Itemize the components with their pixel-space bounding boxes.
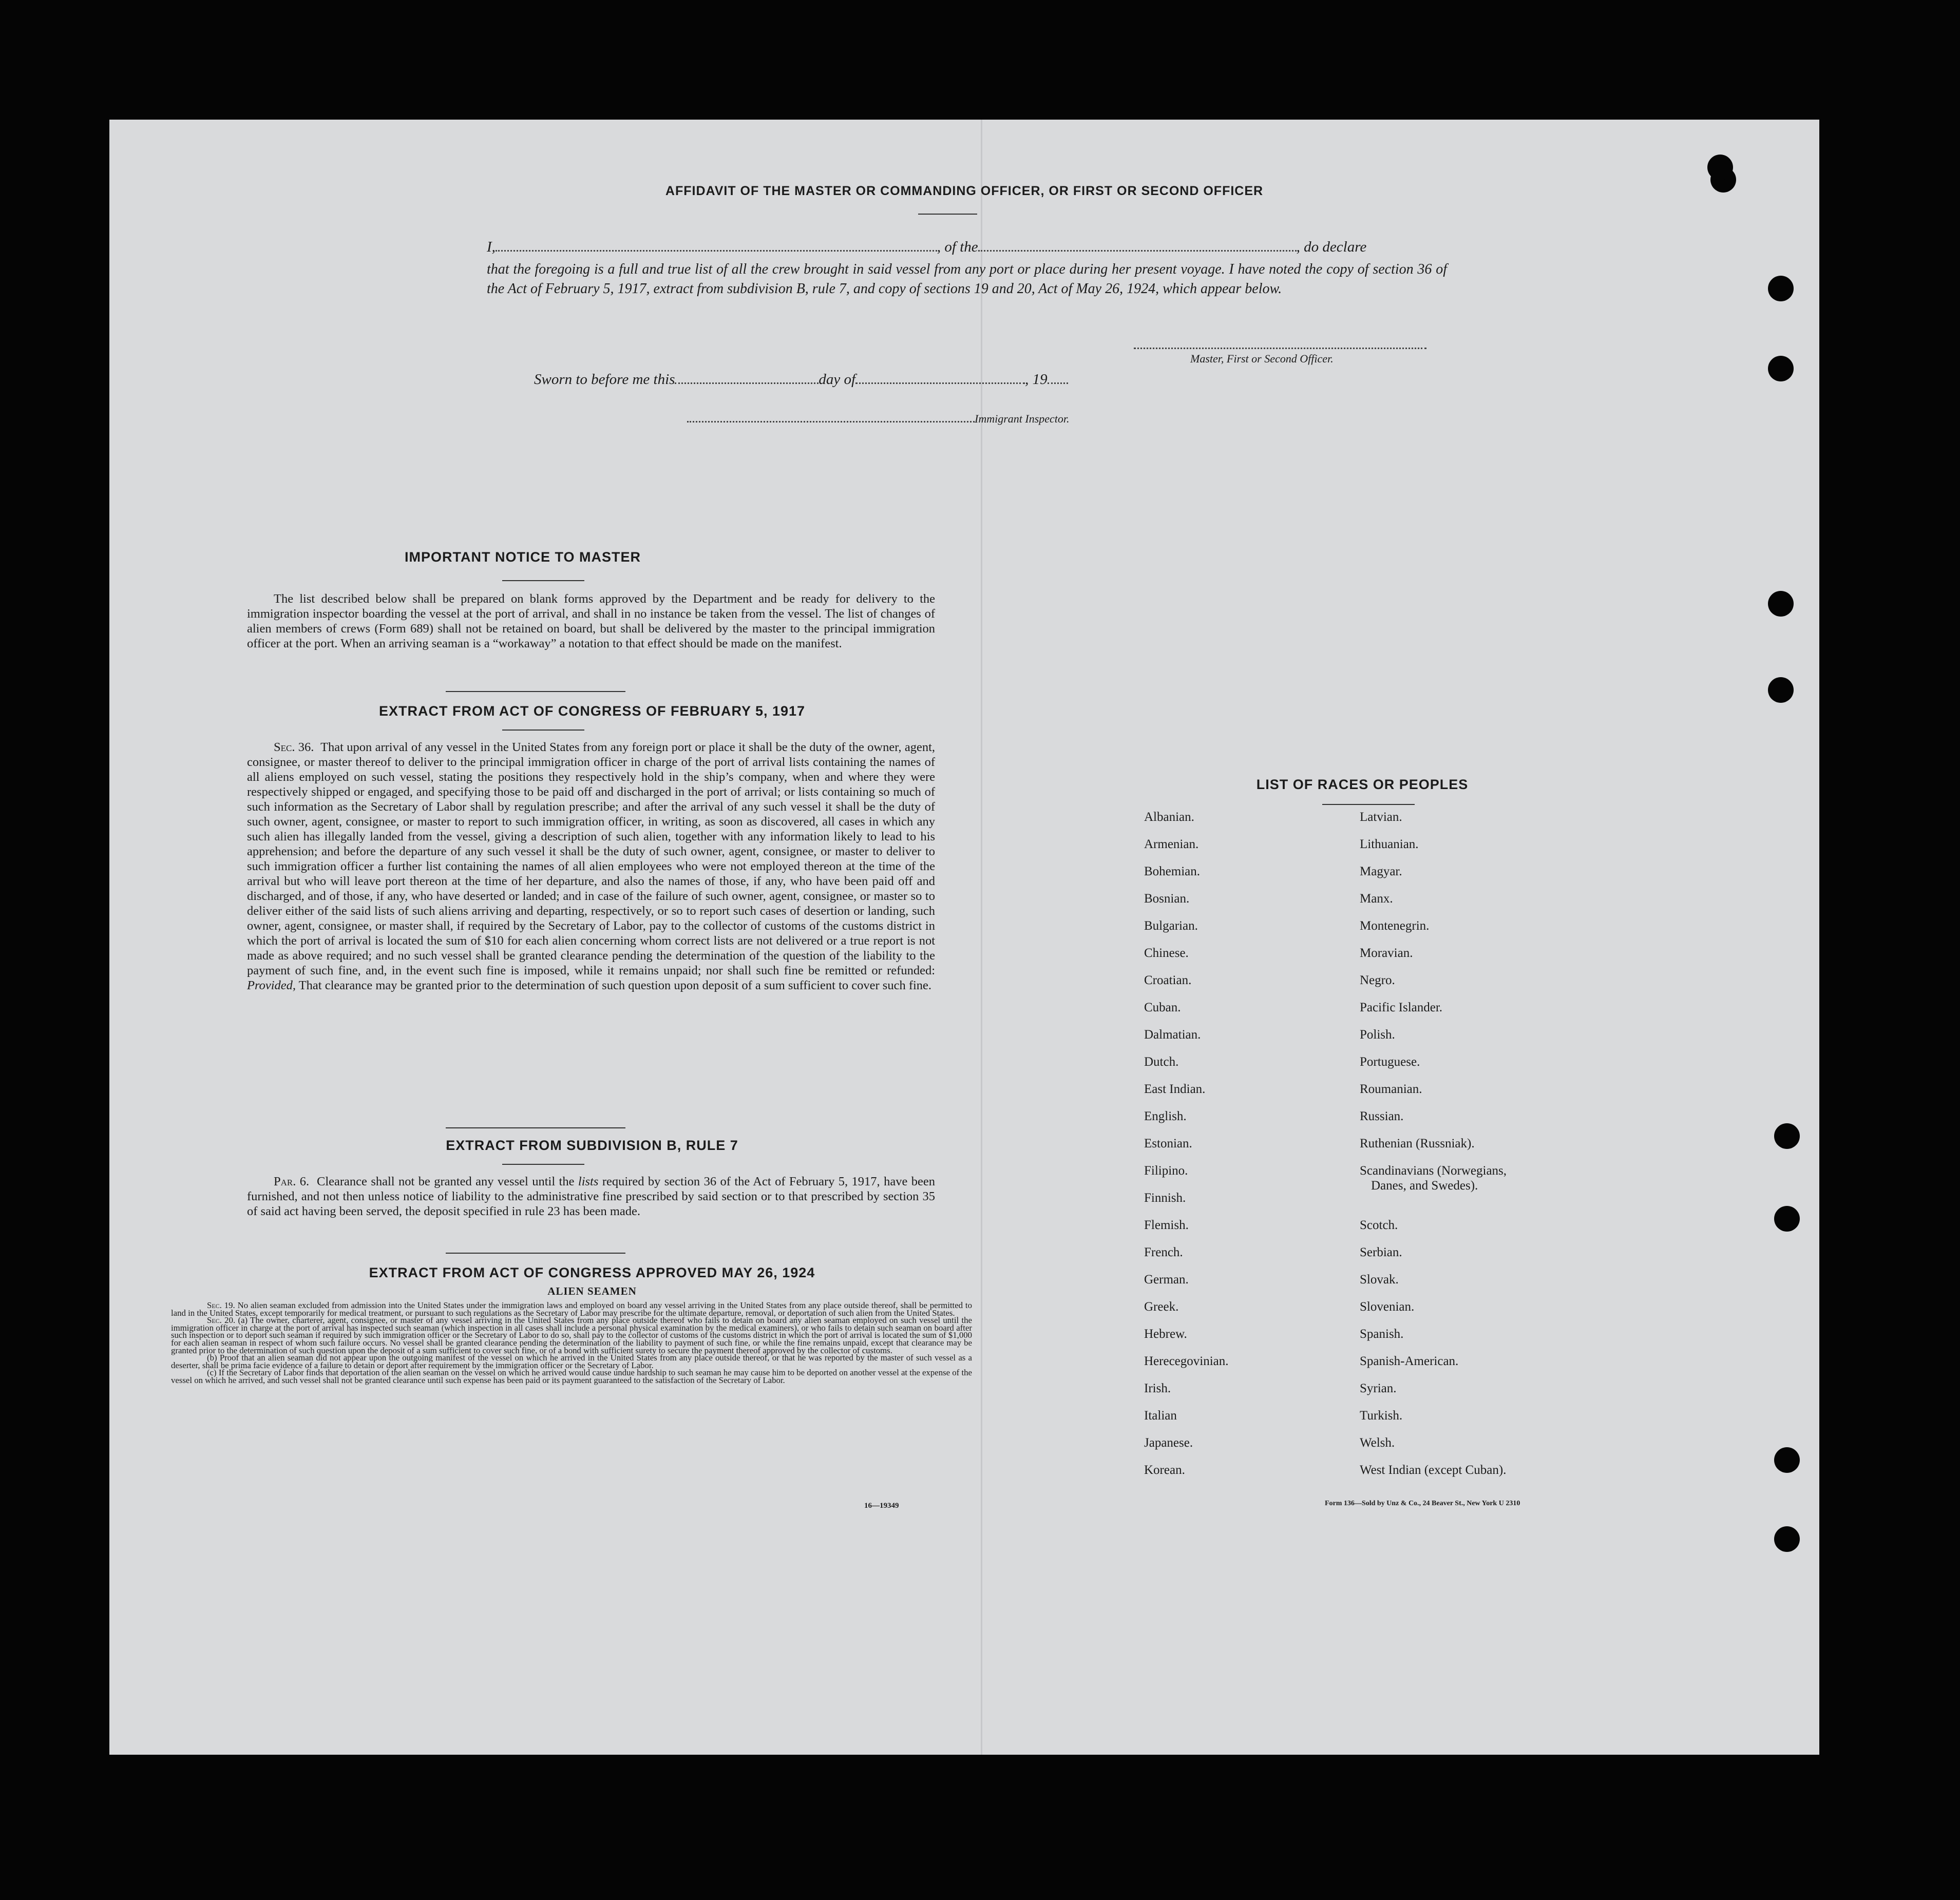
race-item: English. (1144, 1109, 1187, 1123)
race-item: Russian. (1360, 1109, 1404, 1123)
rule7-text-a: Clearance shall not be granted any vessel until the (316, 1175, 575, 1188)
binder-hole (1707, 155, 1733, 180)
race-item: Bulgarian. (1144, 919, 1198, 933)
sworn-line (534, 371, 1068, 388)
race-item: Slovenian. (1360, 1300, 1415, 1314)
race-item: Hebrew. (1144, 1327, 1187, 1341)
race-item: Scandinavians (Norwegians, (1360, 1164, 1507, 1178)
race-item: Scotch. (1360, 1218, 1398, 1232)
affidavit-declaration-line (487, 239, 1555, 256)
race-item: Herecegovinian. (1144, 1354, 1229, 1368)
race-item: Armenian. (1144, 837, 1199, 851)
race-item: West Indian (except Cuban). (1360, 1463, 1507, 1477)
race-item: Syrian. (1360, 1381, 1397, 1395)
race-item: Portuguese. (1360, 1055, 1420, 1069)
print-code: 16—19349 (864, 1502, 899, 1510)
race-item: Spanish-American. (1360, 1354, 1459, 1368)
section-36-body: That upon arrival of any vessel in the United States from any foreign port or place it shall be the duty of the owner, agent, consignee, or master thereof to deliver to the principal immigration officer in charge of the port of arrival lists containing the names of all aliens employed on such vessel, stating the positions they respectively hold in the ship’s company, when and where they were respectively shipped or engaged, and specifying those to be paid off and discharged in the port of arrival; or lists containing so much of such information as the Secretary of Labor shall by regulation prescribe; and after the arrival of any such vessel it shall be the duty of such owner, agent, consignee, or master to report to such immigration officer, in writing, as soon as discovered, all cases in which any such alien has illegally landed from the vessel, giving a description of such alien, together with any information likely to lead to his apprehension; and before the departure of any such vessel it shall be the duty of such owner, agent, consignee, or master to deliver to such immigration officer a further list containing the names of all alien employees who were not employed thereon at the time of the arrival but who will leave port thereon at the time of her departure, and also the names of those, if any, who have been paid off and discharged, and of those, if any, who have deserted or landed; and in case of the failure of such owner, agent, consignee, or master so to deliver either of the said lists of such aliens arriving and departing, respectively, or so to report such cases of desertion or landing, such owner, agent, consignee, or master shall, if required by the Secretary of Labor, pay to the collector of customs of the customs district in which the port of arrival is located the sum of $10 for each alien concerning whom correct lists are not delivered or a true report is not made as above required; and no such vessel shall be granted clearance pending the determination of the question of the liability to the payment of such fine, and, in the event such fine is imposed, while it remains unpaid; nor shall such fine be remitted or refunded: (247, 740, 935, 977)
provided-text: That clearance may be granted prior to the determination of such question upon deposit of a sum sufficient to cover such fine. (298, 978, 932, 992)
race-item: Magyar. (1360, 865, 1402, 878)
notice-body: The list described below shall be prepared on blank forms approved by the Department and be ready for delivery to the immigration inspector boarding the vessel at the port of arrival, and shall in no instance be taken from the vessel. The list of changes of alien members of crews (Form 689) shall not be retained on board, but shall be delivered by the master to the principal immigration officer at the port. When an arriving seaman is a “workaway” a notation to that effect should be made on the manifest. (247, 592, 935, 650)
extract-1924-body (171, 1302, 972, 1385)
race-item: Dutch. (1144, 1055, 1179, 1069)
race-item: Albanian. (1144, 810, 1194, 824)
alien-seamen-subtitle: ALIEN SEAMEN (547, 1285, 637, 1297)
race-item: Serbian. (1360, 1245, 1402, 1259)
race-item-continued: Danes, and Swedes). (1371, 1179, 1478, 1193)
sworn-year-blank[interactable] (1048, 382, 1068, 384)
notice-divider (446, 691, 625, 692)
sworn-year-label: , 19 (1025, 371, 1048, 388)
race-item: Slovak. (1360, 1273, 1399, 1287)
sworn-day-blank[interactable] (675, 382, 819, 384)
race-item: Ruthenian (Russniak). (1360, 1137, 1475, 1150)
binder-hole (1768, 276, 1794, 301)
par-6-label: Par. 6. (274, 1175, 310, 1188)
name-blank[interactable] (496, 250, 937, 252)
race-item: East Indian. (1144, 1082, 1206, 1096)
race-item: Finnish. (1144, 1191, 1186, 1205)
declaration-declare: , do declare (1296, 239, 1367, 255)
section-36-label: Sec. 36. (274, 740, 314, 754)
declaration-of-the: , of the (937, 239, 978, 255)
provided-label: Provided, (247, 978, 296, 992)
rule7-rule (502, 1164, 584, 1165)
binder-hole (1774, 1206, 1800, 1232)
section-36-text (247, 740, 935, 993)
notice-title: IMPORTANT NOTICE TO MASTER (405, 549, 641, 565)
race-item: Polish. (1360, 1028, 1395, 1042)
sworn-day-of: day of (819, 371, 856, 388)
race-item: Filipino. (1144, 1164, 1188, 1178)
section-20a (171, 1317, 972, 1354)
binder-hole (1768, 591, 1794, 617)
section-20-label: Sec. 20. (207, 1315, 236, 1326)
rule7-lists: lists (578, 1175, 599, 1188)
race-item: Estonian. (1144, 1137, 1192, 1150)
sworn-month-blank[interactable] (855, 382, 1025, 384)
vessel-blank[interactable] (978, 250, 1297, 252)
race-item: Montenegrin. (1360, 919, 1430, 933)
race-item: Dalmatian. (1144, 1028, 1201, 1042)
race-item: Spanish. (1360, 1327, 1404, 1341)
title-rule (918, 214, 977, 215)
section-20b: (b) Proof that an alien seaman did not appear upon the outgoing manifest of the vessel on which he arrived in the United States from any place outside thereof, or that he was reported by the master of such vessel as a deserter, shall be prima facie evidence of a failure to detain or deport after requirement by the immigration officer or the Secretary of Labor. (171, 1353, 972, 1370)
document-page (109, 120, 1819, 1755)
races-right-column (1360, 810, 1627, 1513)
binder-hole (1768, 356, 1794, 381)
extract-1917-rule (502, 730, 584, 731)
race-item: Welsh. (1360, 1436, 1395, 1450)
race-item: Turkish. (1360, 1409, 1403, 1423)
extract-1917-title: EXTRACT FROM ACT OF CONGRESS OF FEBRUARY 5, 1917 (378, 703, 806, 719)
rule7-text-b: required by section 36 of the Act of February 5, 1917, have been furnished, and not then unless notice of liability to the administrative fine prescribed by said section or to that prescribed by section 35 of said act having been served, the deposit specified in rule 23 has been made. (247, 1175, 936, 1218)
declaration-i: I, (487, 239, 496, 255)
extract-1924-title: EXTRACT FROM ACT OF CONGRESS APPROVED MAY 26, 1924 (369, 1265, 815, 1280)
affidavit-title: AFFIDAVIT OF THE MASTER OR COMMANDING OFFICER, OR FIRST OR SECOND OFFICER (665, 184, 1264, 198)
center-fold (981, 120, 982, 1755)
inspector-blank[interactable] (687, 421, 975, 423)
race-item: Irish. (1144, 1381, 1171, 1395)
race-item: Bosnian. (1144, 892, 1190, 906)
race-item: Cuban. (1144, 1001, 1181, 1014)
inspector-line (687, 412, 1070, 426)
race-item: Pacific Islander. (1360, 1001, 1443, 1014)
binder-hole (1774, 1526, 1800, 1552)
races-title: LIST OF RACES OR PEOPLES (1256, 777, 1469, 792)
races-left-column (1144, 810, 1360, 1513)
race-item: French. (1144, 1245, 1183, 1259)
signature-label: Master, First or Second Officer. (1190, 352, 1334, 365)
race-item: Moravian. (1360, 946, 1413, 960)
race-item: Korean. (1144, 1463, 1185, 1477)
races-rule (1322, 804, 1415, 805)
signature-blank[interactable] (1134, 348, 1426, 349)
race-item: Japanese. (1144, 1436, 1193, 1450)
section-20a-text: (a) The owner, charterer, agent, consignee, or master of any vessel arriving in the United States from any place outside thereof who fails to detain on board any alien seaman employed on such vessel until the immigration officer in charge at the port of arrival has inspected such seaman (which inspection in all cases shall include a personal physical examination by the medical examiners), or who fails to detain such seaman on board after such inspection or to deport such seaman if required by such immigration officer or the Secretary of Labor to do so, shall pay to the collector of customs of the customs district in which the port of arrival is located the sum of $1,000 for each alien seaman in respect of whom such failure occurs. No vessel shall be granted clearance pending the determination of the liability to payment of such fine, or while the fine remains unpaid, except that clearance may be granted prior to the determination of such question upon the deposit of a sum sufficient to cover such fine, or of a bond with sufficient surety to secure the payment thereof approved by the collector of customs. (171, 1315, 972, 1355)
rule7-text (247, 1174, 935, 1219)
rule7-divider (446, 1253, 625, 1254)
section-19-text: No alien seaman excluded from admission into the United States under the immigration laws and employed on board any vessel arriving in the United States from any place outside thereof, shall be permitted to land in the United States, except temporarily for medical treatment, or pursuant to such regulations as the Secretary of Labor may prescribe for the ultimate departure, removal, or deportation of such alien from the United States. (171, 1300, 972, 1318)
rule7-title: EXTRACT FROM SUBDIVISION B, RULE 7 (446, 1138, 738, 1153)
race-item: Roumanian. (1360, 1082, 1422, 1096)
sworn-label: Sworn to before me this (534, 371, 675, 388)
race-item: Italian (1144, 1409, 1177, 1423)
race-item: German. (1144, 1273, 1189, 1287)
inspector-label: Immigrant Inspector. (975, 412, 1070, 425)
race-item: Chinese. (1144, 946, 1189, 960)
binder-hole (1774, 1123, 1800, 1149)
race-item: Latvian. (1360, 810, 1402, 824)
race-item: Lithuanian. (1360, 837, 1419, 851)
extract-1917-divider (446, 1127, 625, 1128)
form-footer: Form 136—Sold by Unz & Co., 24 Beaver St., New York U 2310 (1325, 1500, 1520, 1507)
section-19-label: Sec. 19. (207, 1300, 235, 1310)
binder-hole (1774, 1447, 1800, 1473)
race-item: Manx. (1360, 892, 1393, 906)
race-item: Bohemian. (1144, 865, 1201, 878)
section-19 (171, 1302, 972, 1317)
race-item: Greek. (1144, 1300, 1179, 1314)
race-item: Flemish. (1144, 1218, 1189, 1232)
binder-hole (1768, 677, 1794, 703)
race-item: Croatian. (1144, 973, 1192, 987)
race-item: Negro. (1360, 973, 1395, 987)
affidavit-body: that the foregoing is a full and true list of all the crew brought in said vessel from any port or place during her present voyage. I have noted the copy of section 36 of the Act of February 5, 1917, extract from subdivision B, rule 7, and copy of sections 19 and 20, Act of May 26, 1924, which appear below. (487, 261, 1447, 297)
notice-rule (502, 580, 584, 581)
section-20c: (c) If the Secretary of Labor finds that deportation of the alien seaman on the vessel on which he arrived would cause undue hardship to such seaman he may cause him to be deported on another vessel at the expense of the vessel on which he arrived, and such vessel shall not be granted clearance until such expense has been paid or its payment guaranteed to the satisfaction of the Secretary of Labor. (171, 1368, 972, 1385)
